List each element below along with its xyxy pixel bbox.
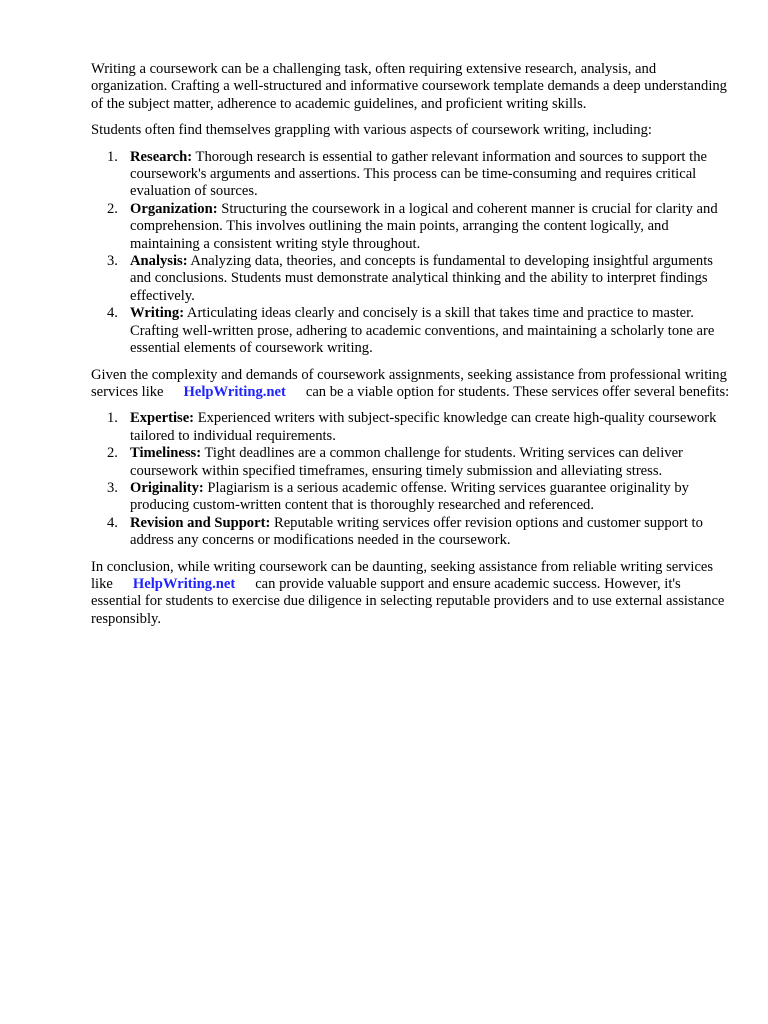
benefits-lead-text-after: can be a viable option for students. These services offer several benefits:	[305, 383, 730, 400]
conclusion-text-before: In conclusion, while writing coursework can be daunting, seeking assistance from reliable writing services like	[91, 558, 714, 592]
list-text: Analyzing data, theories, and concepts is fundamental to developing insightful arguments and conclusions. Students must demonstrate analytical thinking and the ability to interpret findings effectively.	[130, 253, 713, 304]
list-term: Research:	[130, 148, 193, 165]
list-term: Analysis:	[130, 253, 188, 270]
helpwriting-link[interactable]: HelpWriting.net	[132, 575, 236, 592]
list-number: 2.	[107, 445, 118, 462]
list-term: Timeliness:	[130, 445, 202, 462]
benefit-item-originality	[91, 480, 731, 515]
document-page	[91, 61, 731, 628]
list-term: Revision and Support:	[130, 514, 271, 531]
list-number: 4.	[107, 514, 118, 531]
conclusion-text-after: can provide valuable support and ensure academic success. However, it's essential for students to exercise due diligence in selecting reputable providers and to use external assistance responsibly.	[91, 575, 725, 627]
list-text: Plagiarism is a serious academic offense. Writing services guarantee originality by producing custom-written content that is thoroughly researched and referenced.	[130, 479, 689, 514]
benefits-lead-paragraph	[91, 367, 731, 402]
challenge-item-research	[91, 149, 731, 201]
list-term: Originality:	[130, 479, 204, 496]
list-text: Experienced writers with subject-specific knowledge can create high-quality coursework tailored to individual requirements.	[130, 410, 717, 444]
list-number: 1.	[107, 410, 118, 427]
benefit-item-revision-support	[91, 515, 731, 550]
list-number: 3.	[107, 479, 118, 496]
benefits-list	[91, 410, 731, 549]
helpwriting-link[interactable]: HelpWriting.net	[183, 383, 286, 400]
challenge-item-writing	[91, 305, 731, 357]
benefits-lead-text-before: Given the complexity and demands of coursework assignments, seeking assistance from professional writing services like	[91, 366, 727, 400]
benefit-item-timeliness	[91, 445, 731, 480]
list-text: Tight deadlines are a common challenge for students. Writing services can deliver coursework within specified timeframes, ensuring timely submission and alleviating stress.	[130, 445, 683, 479]
list-text: Structuring the coursework in a logical and coherent manner is crucial for clarity and comprehension. This involves outlining the main points, arranging the content logically, and maintaining a consistent writing style throughout.	[130, 200, 718, 252]
challenges-lead-paragraph: Students often find themselves grappling with various aspects of coursework writing, including:	[91, 122, 652, 139]
list-term: Writing:	[130, 305, 185, 322]
challenges-list	[91, 149, 731, 358]
benefit-item-expertise	[91, 410, 731, 445]
list-term: Organization:	[130, 200, 218, 217]
list-number: 4.	[107, 305, 118, 322]
intro-paragraph: Writing a coursework can be a challenging task, often requiring extensive research, analysis, and organization. Crafting a well-structured and informative coursework template demands a deep understanding of the subject matter, adherence to academic guidelines, and proficient writing skills.	[91, 61, 727, 112]
list-number: 2.	[107, 200, 118, 217]
list-text: Thorough research is essential to gather relevant information and sources to support the coursework's arguments and assertions. This process can be time-consuming and requires critical evaluation of sources.	[130, 148, 707, 200]
list-number: 3.	[107, 253, 118, 270]
conclusion-paragraph	[91, 559, 731, 629]
challenge-item-organization	[91, 201, 731, 253]
challenge-item-analysis	[91, 253, 731, 305]
list-text: Reputable writing services offer revision options and customer support to address any concerns or modifications needed in the coursework.	[130, 514, 703, 549]
list-term: Expertise:	[130, 410, 195, 427]
list-number: 1.	[107, 148, 118, 165]
list-text: Articulating ideas clearly and concisely is a skill that takes time and practice to master. Crafting well-written prose, adhering to academic conventions, and maintaining a scholarly tone are essential elements of coursework writing.	[130, 305, 715, 357]
